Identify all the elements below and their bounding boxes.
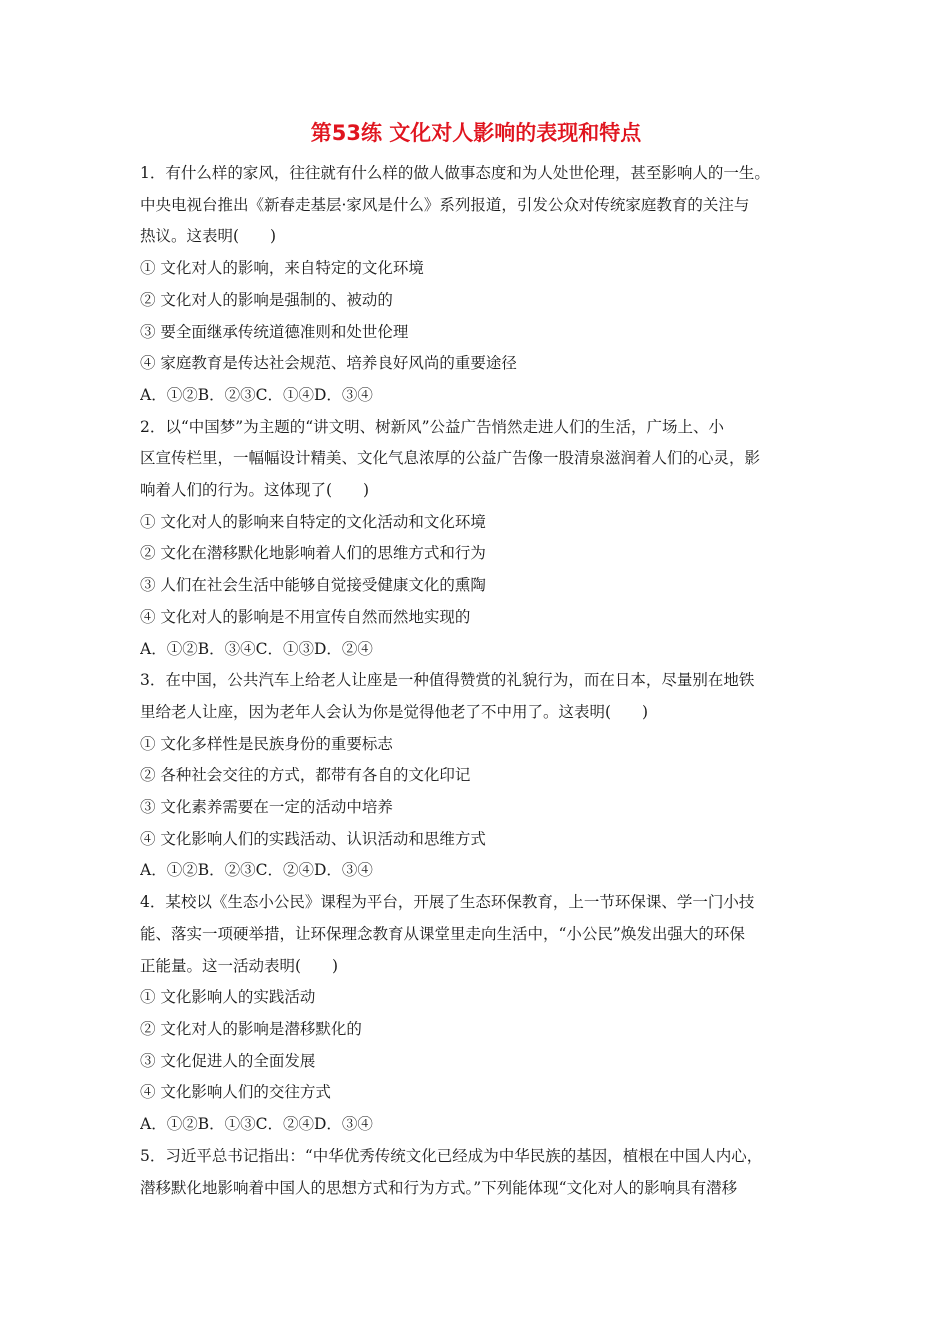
- question-stem-line: 里给老人让座，因为老年人会认为你是觉得他老了不中用了。这表明( ): [140, 702, 649, 721]
- option-item: ④ 家庭教育是传达社会规范、培养良好风尚的重要途径: [140, 354, 517, 373]
- question-stem-line: 2．以“中国梦”为主题的“讲文明、树新风”公益广告悄然走进人们的生活，广场上、小: [140, 417, 725, 436]
- question-4: [140, 887, 812, 1141]
- option-item: ③ 文化素养需要在一定的活动中培养: [140, 798, 393, 817]
- document-page: [140, 118, 812, 1204]
- question-stem-line: 能、落实一项硬举措，让环保理念教育从课堂里走向生活中，“小公民”焕发出强大的环保: [140, 924, 745, 943]
- option-item: ② 各种社会交往的方式，都带有各自的文化印记: [140, 766, 471, 785]
- question-stem-line: 5．习近平总书记指出：“中华优秀传统文化已经成为中华民族的基因，植根在中国人内心，: [140, 1146, 763, 1165]
- option-item: ③ 文化促进人的全面发展: [140, 1051, 316, 1070]
- option-item: ③ 要全面继承传统道德准则和处世伦理: [140, 322, 409, 341]
- answer-choices: A．①②B．①③C．②④D．③④: [140, 1115, 373, 1134]
- page-title: 第53练 文化对人影响的表现和特点: [310, 121, 642, 145]
- question-stem-line: 潜移默化地影响着中国人的思想方式和行为方式。”下列能体现“文化对人的影响具有潜移: [140, 1178, 738, 1197]
- option-item: ④ 文化影响人们的实践活动、认识活动和思维方式: [140, 829, 486, 848]
- option-item: ① 文化影响人的实践活动: [140, 988, 316, 1007]
- question-stem-line: 正能量。这一活动表明( ): [140, 956, 339, 975]
- question-stem-line: 3．在中国，公共汽车上给老人让座是一种值得赞赏的礼貌行为，而在日本，尽量别在地铁: [140, 671, 755, 690]
- option-item: ① 文化多样性是民族身份的重要标志: [140, 734, 393, 753]
- option-item: ② 文化对人的影响是强制的、被动的: [140, 290, 393, 309]
- answer-choices: A．①②B．②③C．②④D．③④: [140, 861, 373, 880]
- option-item: ④ 文化影响人们的交往方式: [140, 1083, 331, 1102]
- option-item: ① 文化对人的影响来自特定的文化活动和文化环境: [140, 512, 486, 531]
- question-3: [140, 665, 812, 887]
- question-5: [140, 1141, 812, 1204]
- option-item: ③ 人们在社会生活中能够自觉接受健康文化的熏陶: [140, 576, 486, 595]
- question-stem-line: 响着人们的行为。这体现了( ): [140, 481, 370, 500]
- question-2: [140, 412, 812, 666]
- question-stem-line: 4．某校以《生态小公民》课程为平台，开展了生态环保教育，上一节环保课、学一门小技: [140, 893, 755, 912]
- option-item: ② 文化在潜移默化地影响着人们的思维方式和行为: [140, 544, 486, 563]
- question-1: [140, 158, 812, 412]
- option-item: ② 文化对人的影响是潜移默化的: [140, 1019, 362, 1038]
- option-item: ① 文化对人的影响，来自特定的文化环境: [140, 259, 424, 278]
- option-item: ④ 文化对人的影响是不用宣传自然而然地实现的: [140, 607, 471, 626]
- question-stem-line: 1．有什么样的家风，往往就有什么样的做人做事态度和为人处世伦理，甚至影响人的一生。: [140, 164, 770, 182]
- answer-choices: A．①②B．③④C．①③D．②④: [140, 639, 373, 658]
- question-stem-line: 区宣传栏里，一幅幅设计精美、文化气息浓厚的公益广告像一股清泉滋润着人们的心灵，影: [140, 449, 761, 468]
- answer-choices: A．①②B．②③C．①④D．③④: [140, 385, 373, 404]
- question-stem-line: 热议。这表明( ): [140, 227, 277, 246]
- question-stem-line: 中央电视台推出《新春走基层·家风是什么》系列报道，引发公众对传统家庭教育的关注与: [140, 195, 750, 214]
